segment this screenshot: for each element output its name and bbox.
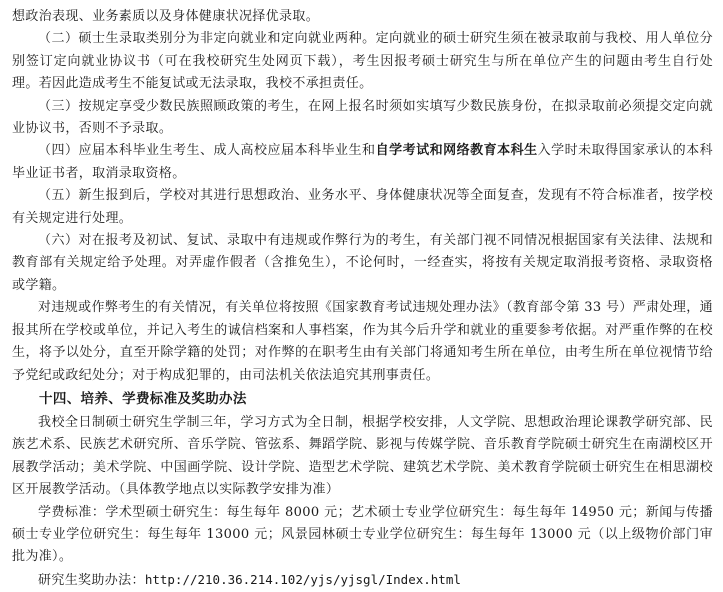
paragraph-minority-policy: （三）按规定享受少数民族照顾政策的考生，在网上报名时须如实填写少数民族身份，在拟录取前必须提交定向就业协议书，否则不予录取。 xyxy=(12,98,713,137)
paragraph-new-student-review: （五）新生报到后，学校对其进行思想政治、业务水平、身体健康状况等全面复查，发现有不符合标准者，按学校有关规定进行处理。 xyxy=(12,188,713,226)
paragraph-violations: （六）对在报考及初试、复试、录取中有违规或作弊行为的考生，有关部门视不同情况根据国家有关法律、法规和教育部有关规定给予处理。对弄虚作假者（含推免生），不论何时，一经查实，将按有关规定取消报考资格、录取资格或学籍。 xyxy=(12,233,713,293)
paragraph-tuition: 学费标准：学术型硕士研究生：每生每年 8000 元；艺术硕士专业学位研究生：每生每年 14950 元；新闻与传播硕士专业学位研究生：每生每年 13000 元；风景园林硕士专业学位研究生：每生每年 13000 元（以上级物价部门审批为准）。 xyxy=(12,504,713,565)
paragraph-graduate-certificate xyxy=(12,140,713,185)
paragraph-admission-categories: （二）硕士生录取类别分为非定向就业和定向就业两种。定向就业的硕士研究生须在被录取前与我校、用人单位分别签订定向就业协议书（可在我校研究生处网页下载），考生因报考硕士研究生与所在单位产生的问题由考生自行处理。若因此造成考生不能复试或无法录取，我校不承担责任。 xyxy=(12,31,713,92)
paragraph-cheating-handling: 对违规或作弊考生的有关情况，有关单位将按照《国家教育考试违规处理办法》（教育部令第 33 号）严肃处理，通报其所在学校或单位，并记入考生的诚信档案和人事档案，作为其今后升学和就业的重要参考依据。对严重作弊的在校生，将予以处分，直至开除学籍的处罚；对作弊的在职考生由有关部门将通知考生所在单位，由考生所在单位视情节给予党纪或政纪处分；对于构成犯罪的，由司法机关依法追究其刑事责任。 xyxy=(12,300,713,383)
scholarship-url-link[interactable]: http://210.36.214.102/yjs/yjsgl/Index.html xyxy=(144,571,461,587)
paragraph-study-system: 我校全日制硕士研究生学制三年，学习方式为全日制，根据学校安排，人文学院、思想政治理论课教学研究部、民族艺术系、民族艺术研究所、音乐学院、管弦系、舞蹈学院、影视与传媒学院、音乐教育学院硕士研究生在南湖校区开展教学活动；美术学院、中国画学院、设计学院、造型艺术学院、建筑艺术学院、美术教育学院硕士研究生在相思湖校区开展教学活动。（具体教学地点以实际教学安排为准） xyxy=(12,414,713,498)
section-heading-14: 十四、培养、学费标准及奖助办法 xyxy=(39,390,247,407)
paragraph-continuation: 想政治表现、业务素质以及身体健康状况择优录取。 xyxy=(12,9,320,24)
paragraph-graduate-certificate-part2: 入学时未取得国家承认的本科毕业证书者，取消录取资格。 xyxy=(12,143,713,181)
paragraph-graduate-certificate-part1: （四）应届本科毕业生考生、成人高校应届本科毕业生和 xyxy=(38,143,376,159)
scholarship-label: 研究生奖助办法： xyxy=(38,572,145,588)
paragraph-scholarship xyxy=(12,569,713,592)
paragraph-graduate-certificate-bold: 自学考试和网络教育本科生 xyxy=(375,143,538,159)
